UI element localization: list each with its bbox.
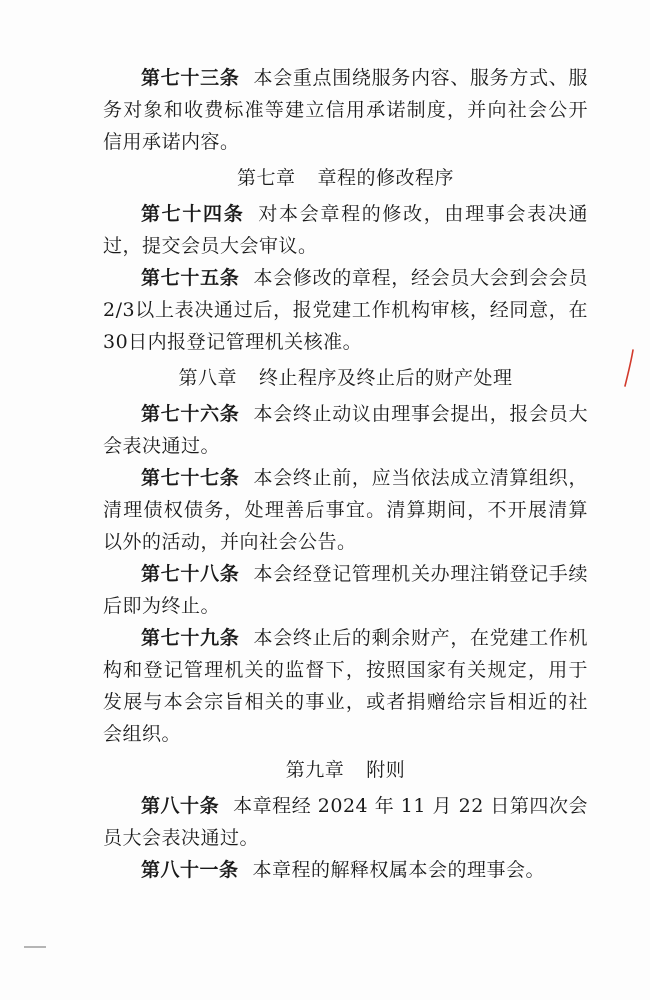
article-paragraph bbox=[103, 462, 588, 558]
chapter-number: 第七章 bbox=[236, 167, 296, 189]
article-text: 本会终止前，应当依法成立清算组织，清理债权债务，处理善后事宜。清算期间，不开展清算以外的活动，并向社会公告。 bbox=[103, 467, 588, 553]
article-number: 第七十九条 bbox=[141, 627, 240, 649]
chapter-number: 第九章 bbox=[285, 759, 345, 781]
chapter-title: 章程的修改程序 bbox=[317, 167, 455, 189]
chapter-title: 附则 bbox=[366, 759, 406, 781]
article-number: 第七十五条 bbox=[141, 267, 240, 289]
red-pen-mark bbox=[622, 348, 636, 388]
article-paragraph bbox=[103, 854, 588, 886]
article-paragraph bbox=[103, 622, 588, 750]
chapter-heading bbox=[103, 162, 588, 194]
article-paragraph bbox=[103, 558, 588, 622]
article-text: 本章程经 2024 年 11 月 22 日第四次会员大会表决通过。 bbox=[103, 795, 588, 849]
chapter-number: 第八章 bbox=[178, 367, 237, 389]
article-paragraph bbox=[103, 398, 588, 462]
article-number: 第八十条 bbox=[141, 795, 220, 817]
article-number: 第七十三条 bbox=[141, 67, 240, 89]
article-paragraph bbox=[103, 262, 588, 358]
article-text: 本会终止后的剩余财产，在党建工作机构和登记管理机关的监督下，按照国家有关规定，用于发展与本会宗旨相关的事业，或者捐赠给宗旨相近的社会组织。 bbox=[103, 627, 588, 745]
chapter-title: 终止程序及终止后的财产处理 bbox=[259, 367, 513, 389]
article-paragraph bbox=[103, 62, 588, 158]
document-content bbox=[103, 62, 588, 886]
article-number: 第七十四条 bbox=[141, 203, 245, 225]
article-text: 对本会章程的修改，由理事会表决通过，提交会员大会审议。 bbox=[103, 203, 588, 257]
article-paragraph bbox=[103, 198, 588, 262]
article-text: 本章程的解释权属本会的理事会。 bbox=[252, 859, 546, 881]
article-paragraph bbox=[103, 790, 588, 854]
article-text: 本会经登记管理机关办理注销登记手续后即为终止。 bbox=[103, 563, 588, 617]
margin-dash-mark bbox=[24, 946, 46, 948]
article-text: 本会重点围绕服务内容、服务方式、服务对象和收费标准等建立信用承诺制度，并向社会公开信用承诺内容。 bbox=[103, 67, 588, 153]
article-number: 第七十八条 bbox=[141, 563, 240, 585]
chapter-heading bbox=[103, 754, 588, 786]
article-text: 本会修改的章程，经会员大会到会会员2/3以上表决通过后，报党建工作机构审核，经同意，在30日内报登记管理机关核准。 bbox=[103, 267, 588, 353]
chapter-heading bbox=[103, 362, 588, 394]
article-text: 本会终止动议由理事会提出，报会员大会表决通过。 bbox=[103, 403, 588, 457]
article-number: 第七十六条 bbox=[141, 403, 240, 425]
article-number: 第八十一条 bbox=[141, 859, 239, 881]
article-number: 第七十七条 bbox=[141, 467, 240, 489]
